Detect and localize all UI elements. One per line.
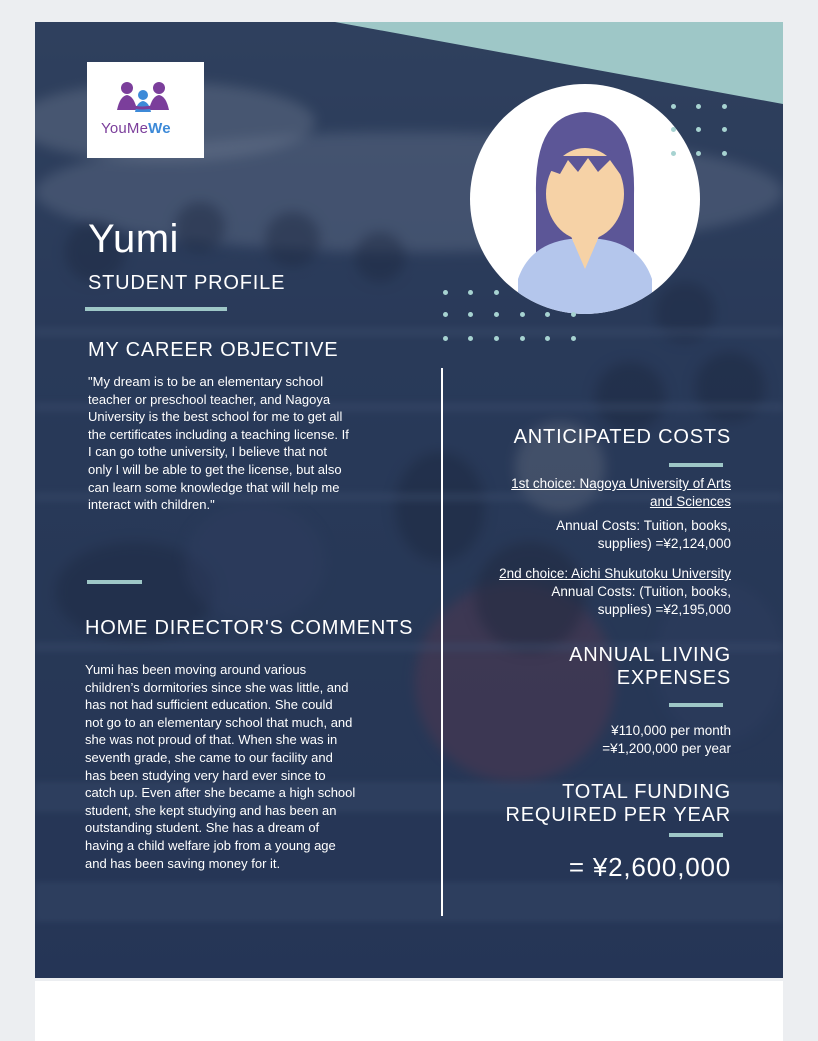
director-comments-text <box>85 661 355 872</box>
costs-underline <box>669 463 723 467</box>
text-line: having a child welfare job from a young age <box>85 837 336 853</box>
second-choice <box>499 565 731 619</box>
logo-me: Me <box>126 120 149 137</box>
total-funding-value: = ¥2,600,000 <box>568 852 731 882</box>
career-objective-heading: MY CAREER OBJECTIVE <box>88 339 339 361</box>
text-line: teacher or preschool teacher, and Nagoya <box>88 391 331 407</box>
subtitle-underline <box>85 307 227 311</box>
text-line: outstanding student. She has a dream of <box>85 820 320 836</box>
first-choice-link[interactable]: 1st choice: Nagoya University of Arts <box>511 476 731 491</box>
living-expenses-heading <box>569 644 731 690</box>
next-page-card <box>35 981 783 1041</box>
career-objective-text <box>88 373 349 514</box>
text-line: "My dream is to be an elementary school <box>88 374 324 389</box>
section-divider-bar <box>87 580 142 584</box>
text-line: I can go tothe university, I believe that not <box>88 444 327 460</box>
logo-we: We <box>148 120 171 137</box>
student-avatar <box>470 84 700 314</box>
text-line: student, she kept studying and has been an <box>85 802 337 818</box>
text-line: children’s dormitories since she was little, and <box>85 679 349 695</box>
second-choice-cost-cont: supplies) =¥2,195,000 <box>597 602 731 617</box>
text-line: can learn some knowledge that will help me <box>88 479 340 495</box>
second-choice-link[interactable]: 2nd choice: Aichi Shukutoku University <box>499 566 731 581</box>
total-heading-line: TOTAL FUNDING <box>562 781 731 803</box>
second-choice-cost: Annual Costs: (Tuition, books, <box>551 584 731 599</box>
student-profile-page <box>35 22 783 978</box>
first-choice-cost: Annual Costs: Tuition, books, <box>556 518 731 533</box>
text-line: the certificates including a teaching license. If <box>88 426 349 442</box>
first-choice-link-cont[interactable]: and Sciences <box>649 494 731 509</box>
text-line: seventh grade, she came to our facility and <box>85 749 333 765</box>
text-line: she was not proud of that. When she was in <box>85 732 338 748</box>
living-heading-line: ANNUAL LIVING <box>569 644 731 666</box>
total-underline <box>669 833 723 837</box>
text-line: catch up. Even after she became a high school <box>85 785 356 801</box>
text-line: and has been saving money for it. <box>85 855 281 871</box>
anticipated-costs-heading: ANTICIPATED COSTS <box>513 426 731 448</box>
text-line: interact with children." <box>88 497 215 513</box>
column-divider <box>441 368 443 916</box>
director-comments-heading: HOME DIRECTOR'S COMMENTS <box>85 617 414 639</box>
first-choice-cost-cont: supplies) =¥2,124,000 <box>597 536 731 551</box>
living-expenses-values <box>602 722 731 758</box>
text-line: has been studying very hard ever since to <box>85 767 326 783</box>
text-line: University is the best school for me to get all <box>88 409 343 425</box>
total-heading-line: REQUIRED PER YEAR <box>505 804 731 826</box>
text-line: has not had sufficient education. She could <box>85 697 333 713</box>
first-choice <box>511 475 731 553</box>
girl-avatar-icon <box>470 84 700 314</box>
logo-you: You <box>101 120 127 137</box>
living-yearly: =¥1,200,000 per year <box>602 741 731 756</box>
total-funding-heading <box>505 781 731 827</box>
student-profile-subtitle: STUDENT PROFILE <box>88 272 286 294</box>
logo-wordmark <box>101 120 171 137</box>
text-line: only I will be able to get the license, but also <box>88 461 342 477</box>
text-line: not go to an elementary school that much, and <box>85 714 353 730</box>
family-icon <box>87 62 204 122</box>
living-heading-line: EXPENSES <box>616 667 731 689</box>
youmewe-logo <box>87 62 204 158</box>
living-monthly: ¥110,000 per month <box>611 723 731 738</box>
living-underline <box>669 703 723 707</box>
student-name: Yumi <box>88 217 179 261</box>
text-line: Yumi has been moving around various <box>85 662 307 677</box>
